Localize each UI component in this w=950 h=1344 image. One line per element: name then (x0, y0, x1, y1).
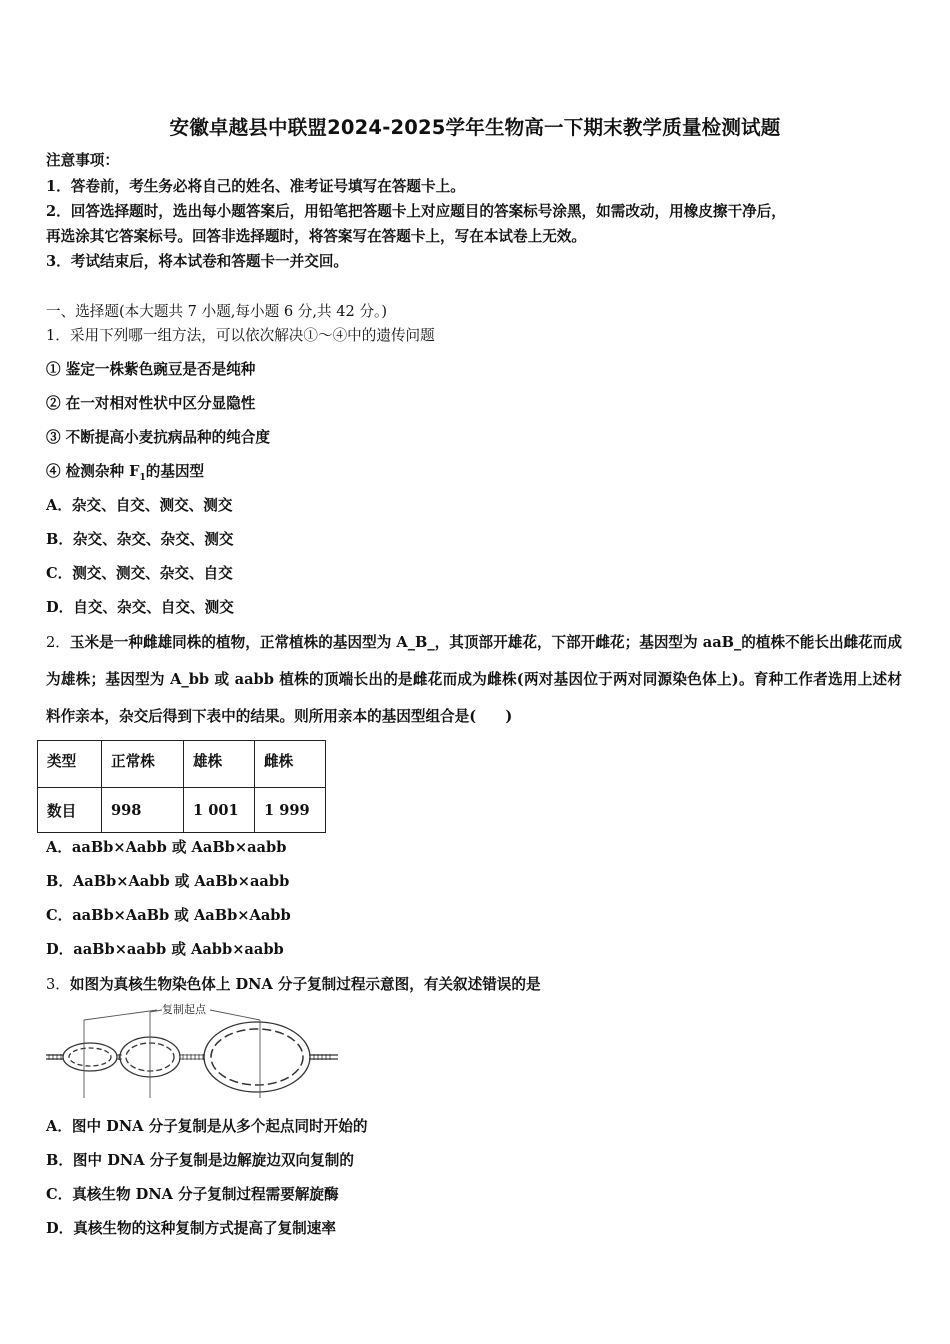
table-cell: 998 (102, 788, 184, 833)
q1-stem: 1．采用下列哪一组方法，可以依次解决①～④中的遗传问题 (46, 327, 435, 344)
notice-heading: 注意事项： (46, 152, 119, 169)
q1-item4-prefix: ④ 检测杂种 F (46, 463, 140, 480)
q2-option-d: D．aaBb×aabb 或 Aabb×aabb (46, 941, 284, 958)
page-title: 安徽卓越县中联盟2024-2025学年生物高一下期末教学质量检测试题 (169, 116, 781, 139)
q3-option-d: D．真核生物的这种复制方式提高了复制速率 (46, 1220, 336, 1237)
q1-item: ① 鉴定一株紫色豌豆是否是纯种 (46, 361, 256, 378)
table-row (38, 788, 326, 833)
q1-item4-sub: 1 (139, 472, 146, 483)
q2-stem: 玉米是一种雌雄同株的植物，正常植株的基因型为 A_B_，其顶部开雄花，下部开雌花；基因型为 aaB_的植株不能长出雌花而成为雄株；基因型为 A_bb 或 aabb 植株的顶端长出的是雌花而成为雌株(两对基因位于两对同源染色体上)。育种工作者选用上述材料作亲本，杂交后得到下表中的结果。则所用亲本的基因型组合是( ) (46, 634, 902, 725)
q1-item4-suffix: 的基因型 (145, 463, 205, 480)
q2-option-c: C．aaBb×AaBb 或 AaBb×Aabb (46, 907, 291, 924)
figure-label: 复制起点 (162, 1003, 206, 1016)
table-cell: 类型 (38, 741, 102, 788)
q1-option-b: B．杂交、杂交、杂交、测交 (46, 531, 234, 548)
notice-item: 再选涂其它答案标号。回答非选择题时，将答案写在答题卡上，写在本试卷上无效。 (46, 228, 586, 245)
table-cell: 雌株 (255, 741, 326, 788)
table-cell: 正常株 (102, 741, 184, 788)
q2-number: 2． (46, 634, 70, 651)
table-cell: 1 001 (184, 788, 255, 833)
section-heading: 一、选择题(本大题共 7 小题,每小题 6 分,共 42 分。) (46, 303, 388, 320)
q3-option-b: B．图中 DNA 分子复制是边解旋边双向复制的 (46, 1152, 354, 1169)
notice-item: 1．答卷前，考生务必将自己的姓名、准考证号填写在答题卡上。 (46, 178, 465, 195)
q1-option-d: D．自交、杂交、自交、测交 (46, 599, 234, 616)
q1-option-a: A．杂交、自交、测交、测交 (46, 497, 233, 514)
table-cell: 雄株 (184, 741, 255, 788)
q1-item: ② 在一对相对性状中区分显隐性 (46, 395, 256, 412)
q2-option-a: A．aaBb×Aabb 或 AaBb×aabb (46, 839, 287, 856)
table-cell: 1 999 (255, 788, 326, 833)
q3-option-a: A．图中 DNA 分子复制是从多个起点同时开始的 (46, 1118, 368, 1135)
dna-replication-figure (42, 1002, 342, 1102)
q1-option-c: C．测交、测交、杂交、自交 (46, 565, 233, 582)
notice-item: 2．回答选择题时，选出每小题答案后，用铅笔把答题卡上对应题目的答案标号涂黑，如需改动，用橡皮擦干净后， (46, 203, 786, 220)
table-cell: 数目 (38, 788, 102, 833)
table-row (38, 741, 326, 788)
q2-option-b: B．AaBb×Aabb 或 AaBb×aabb (46, 873, 290, 890)
notice-item: 3．考试结束后，将本试卷和答题卡一并交回。 (46, 253, 349, 270)
q1-item-4 (46, 462, 204, 488)
q3-stem-line (46, 975, 541, 995)
q3-number: 3． (46, 976, 70, 993)
q1-item: ③ 不断提高小麦抗病品种的纯合度 (46, 429, 270, 446)
q2-table (37, 740, 326, 833)
q2-stem-block (46, 624, 902, 735)
q3-option-c: C．真核生物 DNA 分子复制过程需要解旋酶 (46, 1186, 339, 1203)
q3-stem: 如图为真核生物染色体上 DNA 分子复制过程示意图，有关叙述错误的是 (69, 976, 541, 993)
